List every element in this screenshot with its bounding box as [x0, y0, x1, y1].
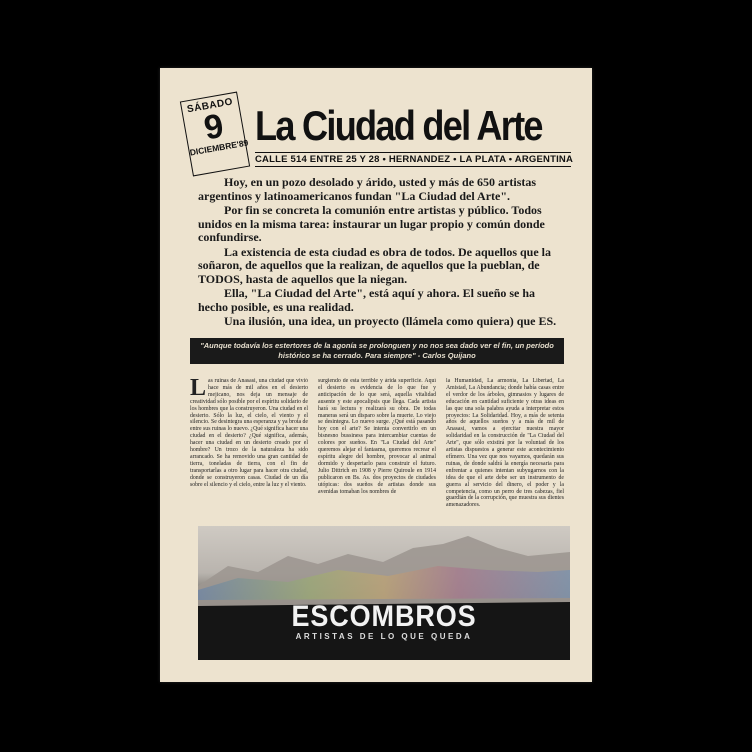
badge-month: DICIEMBRE'89 — [188, 137, 250, 158]
lead-paragraph: Una ilusión, una idea, un proyecto (llámela como quiera) que ES. — [224, 314, 557, 328]
quote-text: "Aunque todavía los estertores de la agonía se prolonguen y no nos sea dado ver el fin, un período histórico se ha cerrado. Para siempre" — [200, 341, 554, 360]
newspaper-page — [160, 68, 592, 682]
masthead-title: La Ciudad del Arte — [255, 102, 542, 149]
lead-paragraph: La existencia de esta ciudad es obra de todos. De aquellos que la soñaron, de aquellos que la realizan, de aquellos que la pueblan, de TODOS, hasta de aquellos que la niegan. — [198, 244, 552, 286]
column-text: surgiendo de esta terrible y árida superficie. Aquí el desierto es evidencia de lo que fue y anticipación de lo que será, aquella vitalidad ausente y este apocalipsis que llega. Cada artista hará su lectura y realizará su obra. De todas maneras será un disparo sobre la muerte. Lo viejo se desintegra. Lo nuevo surge. ¿Qué está pasando hoy con el arte? Se intenta convertirlo en un bisnesno bussiness para intercambiar cuentas de colores por sueños. En "La Ciudad del Arte" queremos alejar el fantasma, queremos recrear el espíritu alegre del hombre, provocar al animal dormido y despertarlo para construir el futuro. Julio Dittrich en 1908 y Pierre Quiroule en 1914 publicaron en Bs. As. dos proyectos de ciudades utópicas: dos sueños de artistas donde sus avenidas tomaban los nombres de — [318, 378, 436, 495]
lead-paragraph: Por fin se concreta la comunión entre artistas y público. Todos unidos en la misma tarea: instaurar un lugar propio y común donde confundirse. — [198, 203, 545, 244]
badge-day: SÁBADO — [186, 96, 234, 116]
article-column-3 — [446, 378, 564, 528]
article-column-1 — [190, 378, 308, 528]
lead-paragraph: Hoy, en un pozo desolado y árido, usted y más de 650 artistas argentinos y latinoamericanos fundan "La Ciudad del Arte". — [198, 175, 537, 203]
lead-text — [198, 176, 566, 330]
date-badge — [180, 92, 250, 177]
quote-banner — [190, 338, 564, 364]
article-columns — [190, 378, 568, 526]
badge-number: 9 — [201, 106, 227, 148]
escombros-title: ESCOMBROS — [291, 600, 477, 633]
escombros-subtitle: ARTISTAS DE LO QUE QUEDA — [295, 632, 473, 641]
quote-author: - Carlos Quijano — [417, 351, 476, 360]
drop-cap: L — [190, 378, 207, 401]
masthead-address: CALLE 514 ENTRE 25 Y 28 • HERNANDEZ • LA PLATA • ARGENTINA — [255, 154, 574, 165]
article-column-2 — [318, 378, 436, 528]
lead-paragraph: Ella, "La Ciudad del Arte", está aquí y ahora. El sueño se ha hecho posible, es una realidad. — [198, 286, 536, 314]
column-text: as ruinas de Anasasi, una ciudad que vivió hace más de mil años en el desierto mejicano, nos deja un mensaje de creatividad sólo posible por el espíritu solidario de los hombres que la construyeron. Una ciudad en el desierto. Sólo la luz, el cielo, el viento y el silencio. Se desintegra una esperanza y ya brota de entre sus ruinas lo nuevo. ¿Qué significa hacer una ciudad en el desierto? ¿Qué significa, además, hacer una ciudad en un desierto creado por el hombre? Un trozo de la naturaleza ha sido arrancado. Se ha removido una gran cantidad de tierra, toneladas de tierra, con el fin de transportarlas a otro lugar para hacer otra ciudad, donde se construyeron casas. Ciudad de un día sobre el silencio y el cielo, entre la luz y el viento. — [190, 378, 308, 488]
escombros-photo — [198, 526, 570, 660]
column-text: la Humanidad, La armonía, La Libertad, La Amistad, La Abundancia; donde había casas entre el verdor de los árboles, gimnasios y lugares de educación en cantidad suficiente y otras ideas en las que una sola palabra ayuda a interpretar estos proyectos: La Solidaridad. Hoy, a más de setenta años de aquellos sueños y a más de mil de Anasasi, vamos a ejercitar nuestra mayor solidaridad en la construcción de "La Ciudad del Arte", que sólo existirá por la voluntad de los artistas dispuestos a generar este acontecimiento efímero. Una vez que nos vayamos, quedarán sus ruinas, de donde saldrá la energía necesaria para enfrentar a quienes intentan subyugarnos con la idea de que el arte debe ser un instrumento de guerra al servicio del dinero, el poder y la competencia, como un perro de tres cabezas, fiel guardián de la corrupción, que muestra sus dientes amenazadores. — [446, 378, 564, 509]
